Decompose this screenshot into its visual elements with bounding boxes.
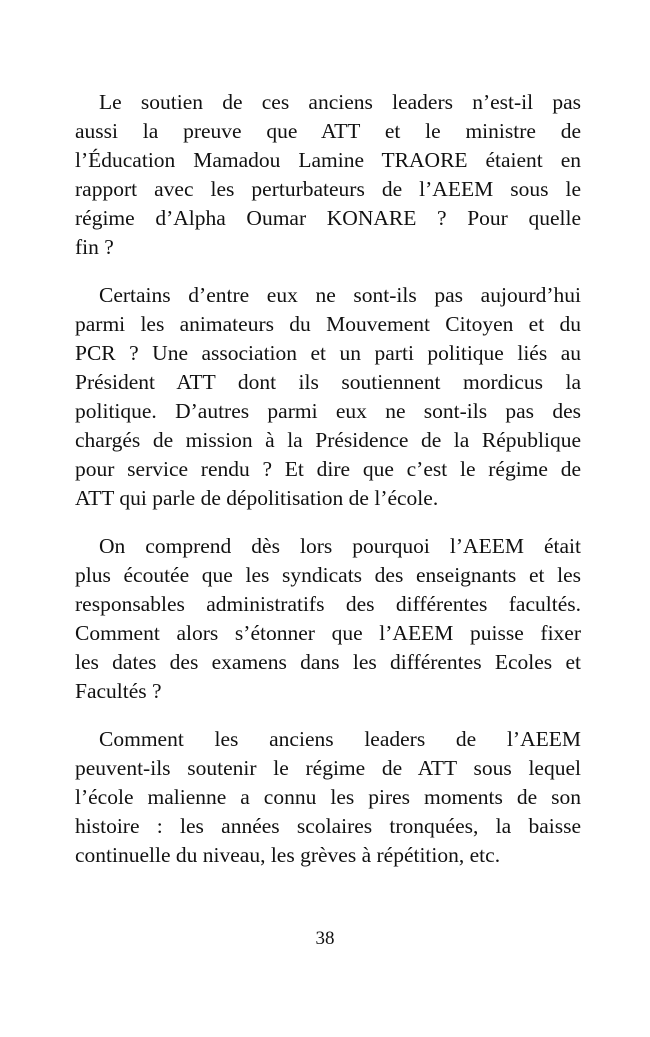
text-line: régime d’Alpha Oumar KONARE ? Pour quelle	[75, 206, 581, 230]
paragraph	[75, 281, 581, 513]
text-line: ATT qui parle de dépolitisation de l’école.	[75, 486, 439, 510]
text-line: les dates des examens dans les différentes Ecoles et	[75, 650, 581, 674]
text-line: Comment les anciens leaders de l’AEEM	[99, 727, 581, 751]
page-number: 38	[315, 928, 335, 949]
text-line: continuelle du niveau, les grèves à répétition, etc.	[75, 843, 501, 867]
text-line: fin ?	[75, 235, 114, 259]
paragraph	[75, 725, 581, 870]
text-line: Certains d’entre eux ne sont-ils pas aujourd’hui	[99, 283, 581, 307]
text-line: parmi les animateurs du Mouvement Citoyen et du	[75, 312, 581, 336]
text-line: Facultés ?	[75, 679, 162, 703]
text-line: aussi la preuve que ATT et le ministre de	[75, 119, 581, 143]
text-line: pour service rendu ? Et dire que c’est le régime de	[75, 457, 581, 481]
text-line: chargés de mission à la Présidence de la République	[75, 428, 581, 452]
text-line: politique. D’autres parmi eux ne sont-ils pas des	[75, 399, 581, 423]
text-line: Président ATT dont ils soutiennent mordicus la	[75, 370, 581, 394]
text-line: peuvent-ils soutenir le régime de ATT sous lequel	[75, 756, 581, 780]
paragraph	[75, 532, 581, 706]
text-line: On comprend dès lors pourquoi l’AEEM était	[99, 534, 581, 558]
page-body	[75, 88, 581, 889]
text-line: rapport avec les perturbateurs de l’AEEM sous le	[75, 177, 581, 201]
text-line: l’Éducation Mamadou Lamine TRAORE étaient en	[75, 148, 581, 172]
text-line: PCR ? Une association et un parti politique liés au	[75, 341, 581, 365]
text-line: Comment alors s’étonner que l’AEEM puisse fixer	[75, 621, 581, 645]
text-line: plus écoutée que les syndicats des enseignants et les	[75, 563, 581, 587]
text-line: responsables administratifs des différentes facultés.	[75, 592, 581, 616]
paragraph	[75, 88, 581, 262]
text-line: histoire : les années scolaires tronquées, la baisse	[75, 814, 581, 838]
text-line: Le soutien de ces anciens leaders n’est-il pas	[99, 90, 581, 114]
text-line: l’école malienne a connu les pires moments de son	[75, 785, 581, 809]
